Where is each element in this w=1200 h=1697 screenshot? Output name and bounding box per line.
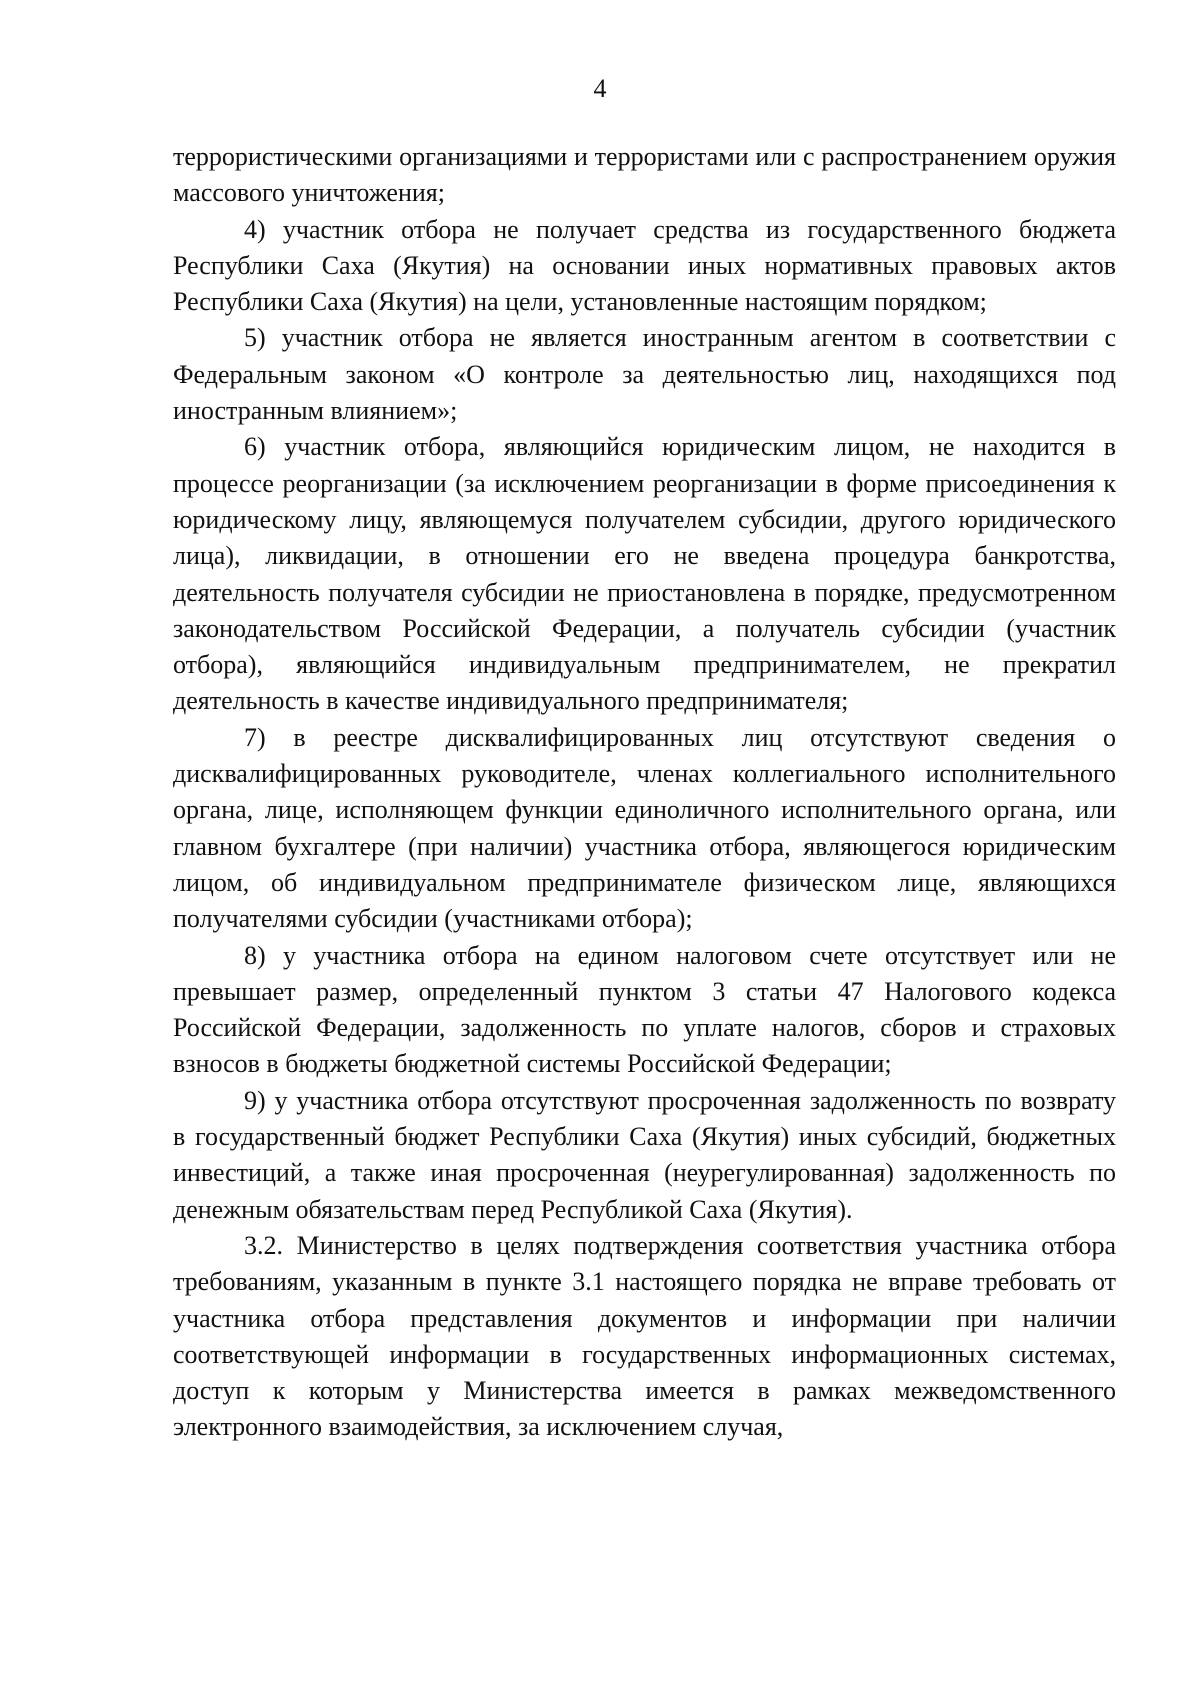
paragraph-item-5: 5) участник отбора не является иностранным агентом в соответствии с Федеральным законом «О контроле за деятельностью лиц, находящихся под иностранным влиянием»;	[173, 323, 1116, 426]
paragraph-item-8: 8) у участника отбора на едином налоговом счете отсутствует или не превышает размер, определенный пунктом 3 статьи 47 Налогового кодекса Российской Федерации, задолженность по уплате налогов, сборов и страховых взносов в бюджеты бюджетной системы Российской Федерации;	[173, 940, 1116, 1079]
paragraph-item-6: 6) участник отбора, являющийся юридическим лицом, не находится в процессе реорганизации (за исключением реорганизации в форме присоединения к юридическому лицу, являющемуся получателем субсидии, другого юридического лица), ликвидации, в отношении его не введена процедура банкротства, деятельность получателя субсидии не приостановлена в порядке, предусмотренном законодательством Российской Федерации, а получатель субсидии (участник отбора), являющийся индивидуальным предпринимателем, не прекратил деятельность в качестве индивидуального предпринимателя;	[173, 432, 1116, 716]
paragraph-item-4: 4) участник отбора не получает средства из государственного бюджета Республики Саха (Якутия) на основании иных нормативных правовых актов Республики Саха (Якутия) на цели, установленные настоящим порядком;	[173, 214, 1116, 317]
document-body	[173, 139, 1116, 1446]
paragraph-section-3-2: 3.2. Министерство в целях подтверждения соответствия участника отбора требованиям, указанным в пункте 3.1 настоящего порядка не вправе требовать от участника отбора представления документов и информации при наличии соответствующей информации в государственных информационных системах, доступ к которым у Министерства имеется в рамках межведомственного электронного взаимодействия, за исключением случая,	[173, 1230, 1116, 1442]
page-number: 4	[593, 74, 607, 103]
paragraph-item-9: 9) у участника отбора отсутствуют просроченная задолженность по возврату в государственный бюджет Республики Саха (Якутия) иных субсидий, бюджетных инвестиций, а также иная просроченная (неурегулированная) задолженность по денежным обязательствам перед Республикой Саха (Якутия).	[173, 1085, 1116, 1224]
paragraph-continuation: террористическими организациями и террористами или с распространением оружия массового уничтожения;	[173, 142, 1116, 208]
paragraph-item-7: 7) в реестре дисквалифицированных лиц отсутствуют сведения о дисквалифицированных руководителе, членах коллегиального исполнительного органа, лице, исполняющем функции единоличного исполнительного органа, или главном бухгалтере (при наличии) участника отбора, являющегося юридическим лицом, об индивидуальном предпринимателе физическом лице, являющихся получателями субсидии (участниками отбора);	[173, 722, 1116, 934]
